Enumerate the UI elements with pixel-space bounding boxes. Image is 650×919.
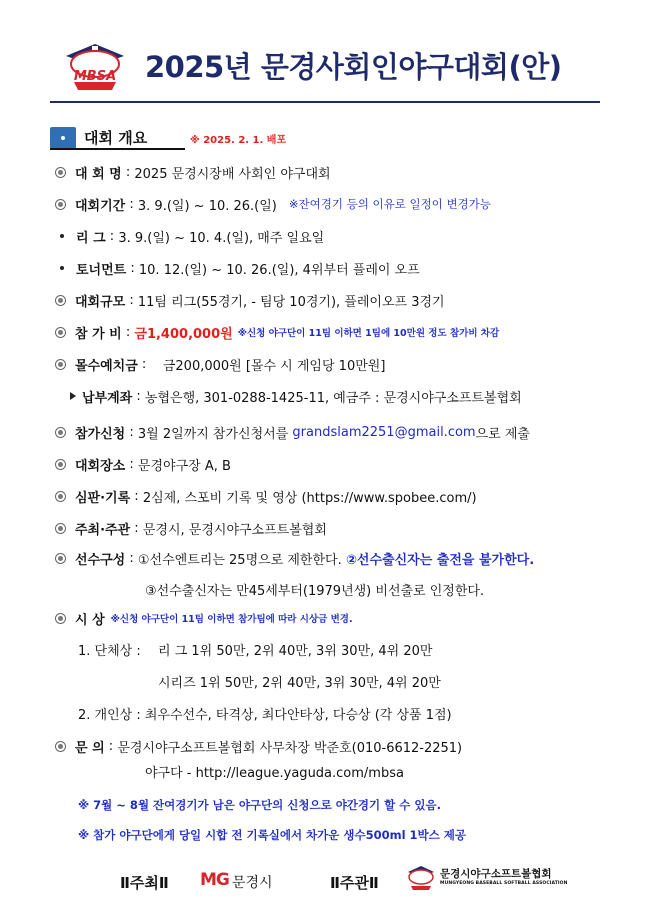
circle-bullet-icon (55, 359, 66, 370)
row-value: 문경시, 문경시야구소프트볼협회 (142, 522, 327, 538)
circle-bullet-icon (55, 491, 66, 502)
row-value: 금200,000원 [몰수 시 게임당 10만원] (162, 358, 386, 374)
row-value-highlight: ②선수출신자는 출전을 불가한다. (345, 552, 535, 568)
row-scale: 대회규모 : 11팀 리그(55경기, - 팀당 10경기), 플레이오프 3경기 (55, 288, 445, 312)
mg-logo: MG (200, 870, 229, 890)
row-value-tail: 으로 제출 (475, 426, 530, 442)
section-header (50, 127, 180, 149)
dot-bullet-icon (60, 266, 64, 270)
row-label: 몰수예치금 (75, 358, 138, 374)
logo-text: MBSA (73, 69, 117, 84)
row-label: 리 그 (76, 230, 106, 246)
row-fee: 참 가 비 : 금1,400,000원 ※신청 야구단이 11팀 이하면 1팀에 10만원 정도 참가비 차감 (55, 320, 499, 344)
row-host: 주최·주관 : 문경시, 문경시야구소프트볼협회 (55, 516, 327, 540)
row-label: 문 의 (75, 740, 105, 756)
row-value: 3. 9.(일) ~ 10. 4.(일), 매주 일요일 (118, 230, 325, 246)
footer-assoc-en: MUNGYEONG BASEBALL SOFTBALL ASSOCIATION (440, 881, 568, 886)
circle-bullet-icon (55, 459, 66, 470)
row-value: 문경야구장 A, B (137, 458, 231, 474)
row-label: 참 가 비 (75, 326, 122, 342)
row-label: 참가신청 (75, 426, 126, 442)
dot-bullet-icon (60, 234, 64, 238)
row-value: 3. 9.(일) ~ 10. 26.(일) (137, 198, 277, 214)
row-umpire: 심판·기록 : 2심제, 스포비 기록 및 영상 (https://www.spobee.com/) (55, 484, 477, 508)
circle-bullet-icon (55, 427, 66, 438)
row-value: 10. 12.(일) ~ 10. 26.(일), 4위부터 플레이 오프 (138, 262, 420, 278)
row-event-name: 대 회 명 : 2025 문경시장배 사회인 야구대회 (55, 160, 331, 184)
release-note: ※ 2025. 2. 1. 배포 (190, 135, 287, 146)
circle-bullet-icon (55, 167, 66, 178)
apply-email-link[interactable]: grandslam2251@gmail.com (292, 424, 476, 440)
row-account: 납부계좌 : 농협은행, 301-0288-1425-11, 예금주 : 문경시야구소프트볼협회 (70, 384, 522, 408)
section-underline (50, 148, 185, 150)
circle-bullet-icon (55, 199, 66, 210)
row-label: 시 상 (75, 612, 105, 628)
row-venue: 대회장소 : 문경야구장 A, B (55, 452, 231, 476)
water-note: ※ 참가 야구단에게 당일 시합 전 기록실에서 차가운 생수500ml 1박스 제공 (78, 828, 466, 842)
row-value: 3월 2일까지 참가신청서를 (137, 426, 289, 442)
row-contact: 문 의 : 문경시야구소프트볼협회 사무차장 박준호(010-6612-2251) (55, 734, 462, 758)
association-logo (405, 862, 437, 892)
footer-organizer-label: Ⅱ주관Ⅱ (330, 874, 379, 892)
row-label: 납부계좌 (82, 390, 133, 406)
row-value: 2심제, 스포비 기록 및 영상 (https://www.spobee.com/) (142, 490, 477, 506)
circle-bullet-icon (55, 741, 66, 752)
circle-bullet-icon (55, 327, 66, 338)
fee-amount: 금1,400,000원 (134, 326, 233, 342)
row-label: 심판·기록 (75, 490, 131, 506)
row-league: 리 그 : 3. 9.(일) ~ 10. 4.(일), 매주 일요일 (55, 224, 324, 248)
row-label: 대회규모 (75, 294, 126, 310)
award-series-line: 시리즈 1위 50만, 2위 40만, 3위 30만, 4위 20만 (158, 676, 441, 691)
players-line-3: ③선수출신자는 만45세부터(1979년생) 비선출로 인정한다. (145, 584, 485, 599)
row-deposit: 몰수예치금 : 금200,000원 [몰수 시 게임당 10만원] (55, 352, 385, 376)
row-label: 대회장소 (75, 458, 126, 474)
row-value: 농협은행, 301-0288-1425-11, 예금주 : 문경시야구소프트볼협회 (144, 390, 522, 406)
circle-bullet-icon (55, 613, 66, 624)
award-league-line: 리 그 1위 50만, 2위 40만, 3위 30만, 4위 20만 (158, 644, 433, 659)
circle-bullet-icon (55, 553, 66, 564)
mbsa-logo (60, 36, 130, 94)
circle-bullet-icon (55, 523, 66, 534)
circle-bullet-icon (55, 295, 66, 306)
title-divider (50, 101, 600, 103)
row-value: 2025 문경시장배 사회인 야구대회 (134, 166, 331, 182)
row-tournament: 토너먼트 : 10. 12.(일) ~ 10. 26.(일), 4위부터 플레이 오프 (55, 256, 420, 280)
row-label: 선수구성 (75, 552, 126, 568)
row-award (55, 606, 353, 630)
row-apply: 참가신청 : 3월 2일까지 참가신청서를 grandslam2251@gmail.com 으로 제출 (55, 420, 530, 444)
award-individual-line: 2. 개인상 : 최우수선수, 타격상, 최다안타상, 다승상 (각 상품 1점) (78, 708, 452, 723)
section-title: 대회 개요 (84, 129, 148, 147)
award-note: ※신청 야구단이 11팀 이하면 참가팀에 따라 시상금 변경. (110, 614, 353, 625)
row-label: 주최·주관 (75, 522, 131, 538)
row-players: 선수구성 : ①선수엔트리는 25명으로 제한한다. ②선수출신자는 출전을 불가한다. (55, 546, 534, 570)
row-period: 대회기간 : 3. 9.(일) ~ 10. 26.(일) ※잔여경기 등의 이유로 일정이 변경가능 (55, 192, 491, 216)
footer-city: 문경시 (232, 875, 273, 891)
row-note: ※잔여경기 등의 이유로 일정이 변경가능 (288, 197, 491, 211)
night-game-note: ※ 7월 ~ 8월 잔여경기가 남은 야구단의 신청으로 야간경기 할 수 있음. (78, 798, 441, 812)
row-value: ①선수엔트리는 25명으로 제한한다. (137, 552, 342, 568)
footer-host-label: Ⅱ주최Ⅱ (120, 874, 169, 892)
row-value: 11팀 리그(55경기, - 팀당 10경기), 플레이오프 3경기 (137, 294, 445, 310)
row-label: 대회기간 (75, 198, 126, 214)
section-bullet-icon (50, 127, 76, 149)
page-title: 2025년 문경사회인야구대회(안) (145, 50, 562, 84)
row-value: 문경시야구소프트볼협회 사무차장 박준호(010-6612-2251) (117, 740, 463, 756)
row-label: 토너먼트 (76, 262, 127, 278)
row-label: 대 회 명 (75, 166, 122, 182)
footer-assoc-name: 문경시야구소프트볼협회 (440, 868, 552, 880)
triangle-bullet-icon (70, 392, 76, 400)
fee-note: ※신청 야구단이 11팀 이하면 1팀에 10만원 정도 참가비 차감 (237, 328, 500, 339)
contact-website-link[interactable]: 야구다 - http://league.yaguda.com/mbsa (145, 766, 404, 781)
award-group-label: 1. 단체상 : (78, 644, 141, 659)
